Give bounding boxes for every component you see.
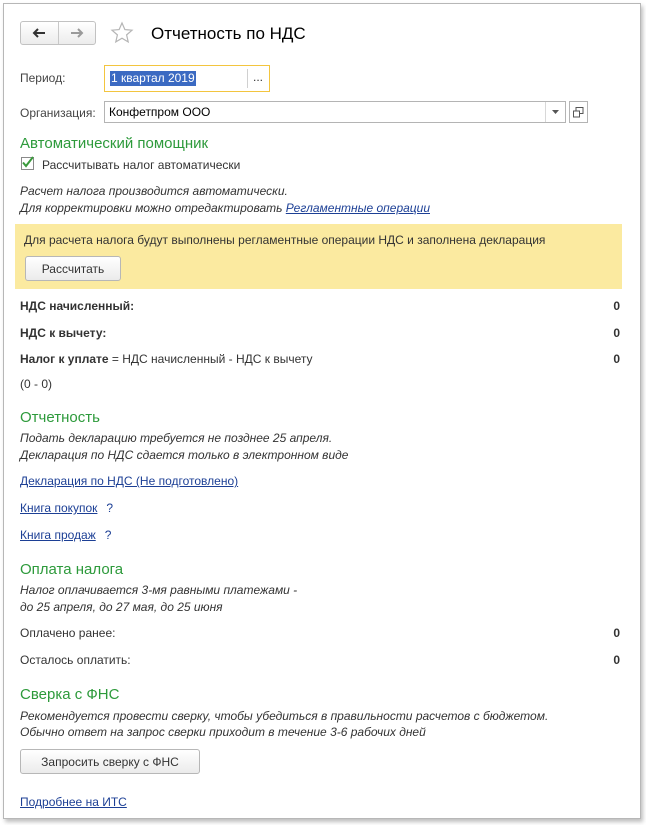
auto-calc-note-prefix: Для корректировки можно отредактировать — [20, 201, 286, 215]
remaining-label: Осталось оплатить: — [20, 653, 131, 667]
purchases-book-row — [20, 501, 113, 515]
vat-declaration-link[interactable]: Декларация по НДС (Не подготовлено) — [20, 474, 239, 488]
organization-input[interactable]: Конфетпром ООО — [109, 105, 211, 119]
sales-book-link[interactable]: Книга продаж — [20, 528, 96, 542]
banner-text: Для расчета налога будут выполнены регламентные операции НДС и заполнена декларация — [24, 233, 546, 247]
period-field[interactable] — [104, 65, 270, 92]
back-button[interactable] — [21, 22, 58, 44]
organization-label: Организация: — [20, 106, 96, 120]
purchases-book-link[interactable]: Книга покупок — [20, 501, 98, 515]
request-reconciliation-button[interactable]: Запросить сверку с ФНС — [20, 749, 200, 774]
regulated-operations-link[interactable]: Регламентные операции — [285, 201, 430, 215]
vat-deductible-label: НДС к вычету: — [20, 326, 107, 340]
more-on-its-link[interactable]: Подробнее на ИТС — [20, 795, 127, 809]
organization-dropdown-button[interactable] — [545, 102, 565, 122]
payment-heading: Оплата налога — [20, 561, 124, 578]
sales-help-icon[interactable]: ? — [104, 528, 112, 542]
arrow-left-icon — [32, 28, 46, 38]
auto-calc-note-2 — [20, 201, 430, 215]
reconciliation-note-1: Рекомендуется провести сверку, чтобы убедиться в правильности расчетов с бюджетом. — [20, 709, 549, 723]
tax-payable-label: Налог к уплате — [20, 352, 109, 366]
info-banner — [15, 224, 622, 289]
reporting-note-2: Декларация по НДС сдается только в электронном виде — [20, 448, 349, 462]
period-label: Период: — [20, 71, 66, 85]
organization-field[interactable] — [104, 101, 566, 123]
tax-payable-value: 0 — [613, 352, 620, 366]
nav-buttons — [20, 21, 96, 45]
paid-earlier-value: 0 — [613, 626, 620, 640]
tax-payable-formula: = НДС начисленный - НДС к вычету — [108, 352, 313, 366]
forward-button[interactable] — [58, 22, 96, 44]
page-title: Отчетность по НДС — [151, 24, 306, 43]
reconciliation-heading: Сверка с ФНС — [20, 686, 120, 703]
auto-calc-checkbox[interactable] — [21, 157, 34, 170]
reconciliation-note-2: Обычно ответ на запрос сверки приходит в течение 3-6 рабочих дней — [20, 725, 426, 739]
period-select-button[interactable]: ... — [253, 70, 264, 84]
chevron-down-icon — [552, 110, 559, 114]
checkmark-icon — [21, 156, 34, 169]
payment-note-2: до 25 апреля, до 27 мая, до 25 июня — [20, 600, 223, 614]
reporting-note-1: Подать декларацию требуется не позднее 25 апреля. — [20, 431, 333, 445]
formula-values: (0 - 0) — [20, 377, 53, 391]
payment-note-1: Налог оплачивается 3-мя равными платежами - — [20, 583, 298, 597]
paid-earlier-label: Оплачено ранее: — [20, 626, 116, 640]
organization-open-button[interactable] — [569, 101, 588, 123]
tax-payable-row — [20, 352, 313, 366]
calculate-button[interactable]: Рассчитать — [25, 256, 121, 281]
auto-assistant-heading: Автоматический помощник — [20, 135, 209, 152]
star-icon[interactable] — [110, 21, 134, 45]
remaining-value: 0 — [613, 653, 620, 667]
arrow-right-icon — [70, 28, 84, 38]
sales-book-row — [20, 528, 111, 542]
open-window-icon — [573, 107, 584, 118]
reporting-heading: Отчетность — [20, 409, 100, 426]
vat-deductible-value: 0 — [613, 326, 620, 340]
auto-calc-label[interactable]: Рассчитывать налог автоматически — [42, 158, 241, 172]
period-input[interactable]: 1 квартал 2019 — [111, 71, 195, 85]
vat-accrued-value: 0 — [613, 299, 620, 313]
vat-accrued-label: НДС начисленный: — [20, 299, 135, 313]
auto-calc-note-1: Расчет налога производится автоматически. — [20, 184, 288, 198]
period-separator — [247, 69, 248, 88]
purchases-help-icon[interactable]: ? — [106, 501, 114, 515]
